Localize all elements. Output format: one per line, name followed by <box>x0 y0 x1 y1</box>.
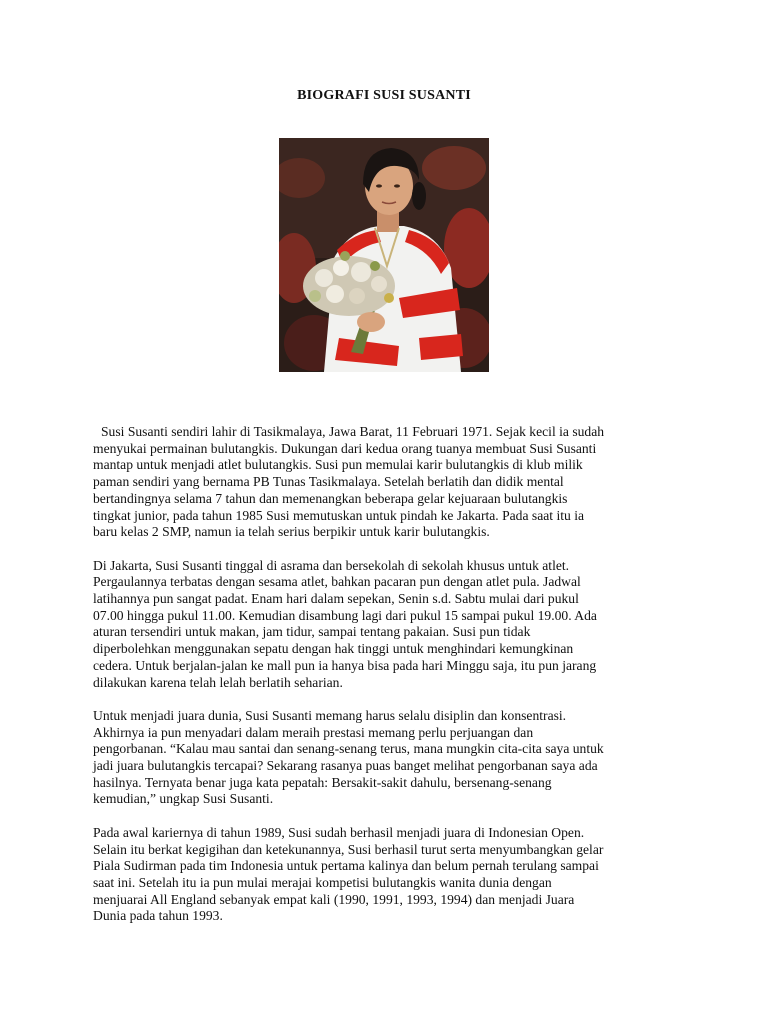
athlete-photo <box>279 138 489 372</box>
paragraph-2: Di Jakarta, Susi Susanti tinggal di asrama dan bersekolah di sekolah khusus untuk atlet. Pergaulannya terbatas dengan sesama atlet, bahkan pacaran pun dengan atlet pula. Jadwal latihannya pun sangat padat. Enam hari dalam sepekan, Senin s.d. Sabtu mulai dari pukul 07.00 hingga pukul 11.00. Kemudian disambung lagi dari pukul 15 sampai pukul 19.00. Ada aturan tersendiri untuk makan, jam tidur, sampai tentang pakaian. Susi pun tidak diperbolehkan menggunakan sepatu dengan hak tinggi untuk menghindari kemungkinan cedera. Untuk berjalan-jalan ke mall pun ia hanya bisa pada hari Minggu saja, itu pun jarang dilakukan karena telah lelah berlatih seharian. <box>93 557 597 690</box>
paragraph-1-text: Susi Susanti sendiri lahir di Tasikmalaya, Jawa Barat, 11 Februari 1971. Sejak kecil ia sudah menyukai permainan bulutangkis. Dukungan dari kedua orang tuanya membuat Susi Susanti mantap untuk menjadi atlet bulutangkis. Susi pun memulai karir bulutangkis di klub milik paman sendiri yang bernama PB Tunas Tasikmalaya. Setelah berlatih dan didik mental bertandingnya selama 7 tahun dan memenangkan beberapa gelar kejuaraan bulutangkis tingkat junior, pada tahun 1985 Susi memutuskan untuk pindah ke Jakarta. Pada saat itu ia baru kelas 2 SMP, namun ia telah serius berpikir untuk karir bulutangkis. <box>93 424 605 540</box>
biography-text <box>93 424 683 942</box>
paragraph-3: Untuk menjadi juara dunia, Susi Susanti memang harus selalu disiplin dan konsentrasi. Akhirnya ia pun menyadari dalam meraih prestasi memang perlu perjuangan dan pengorbanan. “Kalau mau santai dan senang-senang terus, mana mungkin cita-cita saya untuk jadi juara bulutangkis tercapai? Sekarang rasanya puas banget melihat pengorbanan saya ada hasilnya. Ternyata benar juga kata pepatah: Bersakit-sakit dahulu, bersenang-senang kemudian,” ungkap Susi Susanti. <box>93 707 604 807</box>
document-title: BIOGRAFI SUSI SUSANTI <box>297 88 471 103</box>
paragraph-1 <box>93 424 683 541</box>
paragraph-4: Pada awal kariernya di tahun 1989, Susi sudah berhasil menjadi juara di Indonesian Open. Selain itu berkat kegigihan dan ketekunannya, Susi berhasil turut serta menyumbangkan gelar Piala Sudirman pada tim Indonesia untuk pertama kalinya dan belum pernah terulang sampai saat ini. Setelah itu ia pun mulai merajai kompetisi bulutangkis wanita dunia dengan menjuarai All England sebanyak empat kali (1990, 1991, 1993, 1994) dan menjadi Juara Dunia pada tahun 1993. <box>93 824 604 924</box>
